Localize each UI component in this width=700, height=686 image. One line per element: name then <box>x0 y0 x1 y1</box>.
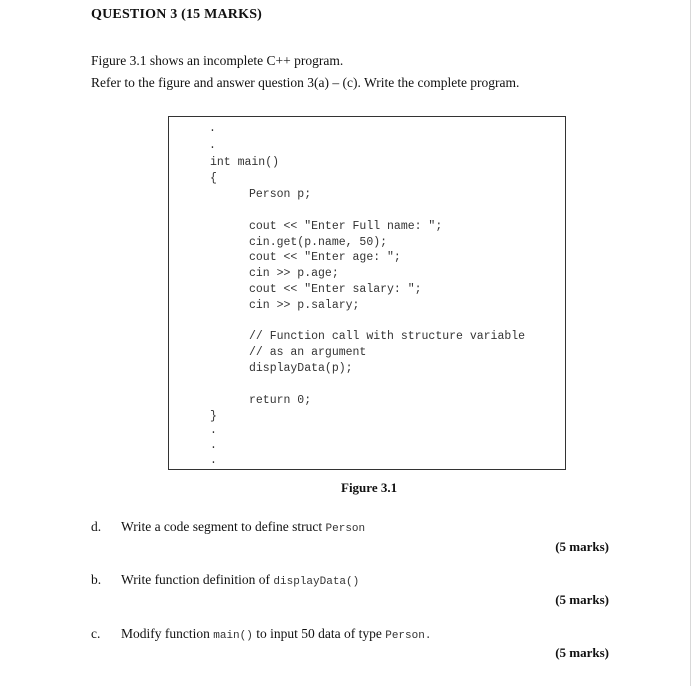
code-line: cout << "Enter Full name: "; <box>249 220 443 233</box>
question-letter: c. <box>91 626 101 641</box>
inline-code: main() <box>213 630 253 642</box>
code-line: cin >> p.age; <box>249 267 339 280</box>
page-edge-divider <box>690 0 691 686</box>
ellipsis-dot: . <box>209 122 216 135</box>
inline-code: displayData() <box>273 576 360 588</box>
code-main-signature: int main() <box>210 156 280 169</box>
code-return: return 0; <box>249 394 312 407</box>
code-line: cin.get(p.name, 50); <box>249 236 388 249</box>
code-declaration: Person p; <box>249 188 312 201</box>
code-line: cout << "Enter age: "; <box>249 251 401 264</box>
ellipsis-dot: . <box>210 439 217 452</box>
code-line: cout << "Enter salary: "; <box>249 283 422 296</box>
question-letter: d. <box>91 519 102 534</box>
figure-caption: Figure 3.1 <box>341 480 398 495</box>
question-text: Write a code segment to define struct Person <box>121 519 366 535</box>
ellipsis-dot: . <box>210 454 217 467</box>
code-close-brace: } <box>210 410 217 423</box>
code-comment: // as an argument <box>249 346 367 359</box>
question-text: Modify function main() to input 50 data of type Person. <box>121 626 432 642</box>
code-comment: // Function call with structure variable <box>249 330 526 343</box>
question-letter: b. <box>91 572 102 587</box>
ellipsis-dot: . <box>209 139 216 152</box>
figure-box <box>168 116 566 470</box>
intro-line-2: Refer to the figure and answer question 3(a) – (c). Write the complete program. <box>91 75 520 90</box>
marks-label: (5 marks) <box>555 539 609 554</box>
question-text: Write function definition of displayData() <box>121 572 360 588</box>
question-heading: QUESTION 3 (15 MARKS) <box>91 7 263 22</box>
marks-label: (5 marks) <box>555 645 609 660</box>
inline-code: Person <box>325 523 366 535</box>
code-line: cin >> p.salary; <box>249 299 360 312</box>
ellipsis-dot: . <box>210 424 217 437</box>
inline-code: Person. <box>385 630 432 642</box>
intro-line-1: Figure 3.1 shows an incomplete C++ program. <box>91 53 344 68</box>
code-function-call: displayData(p); <box>249 362 353 375</box>
marks-label: (5 marks) <box>555 592 609 607</box>
code-open-brace: { <box>210 172 217 185</box>
